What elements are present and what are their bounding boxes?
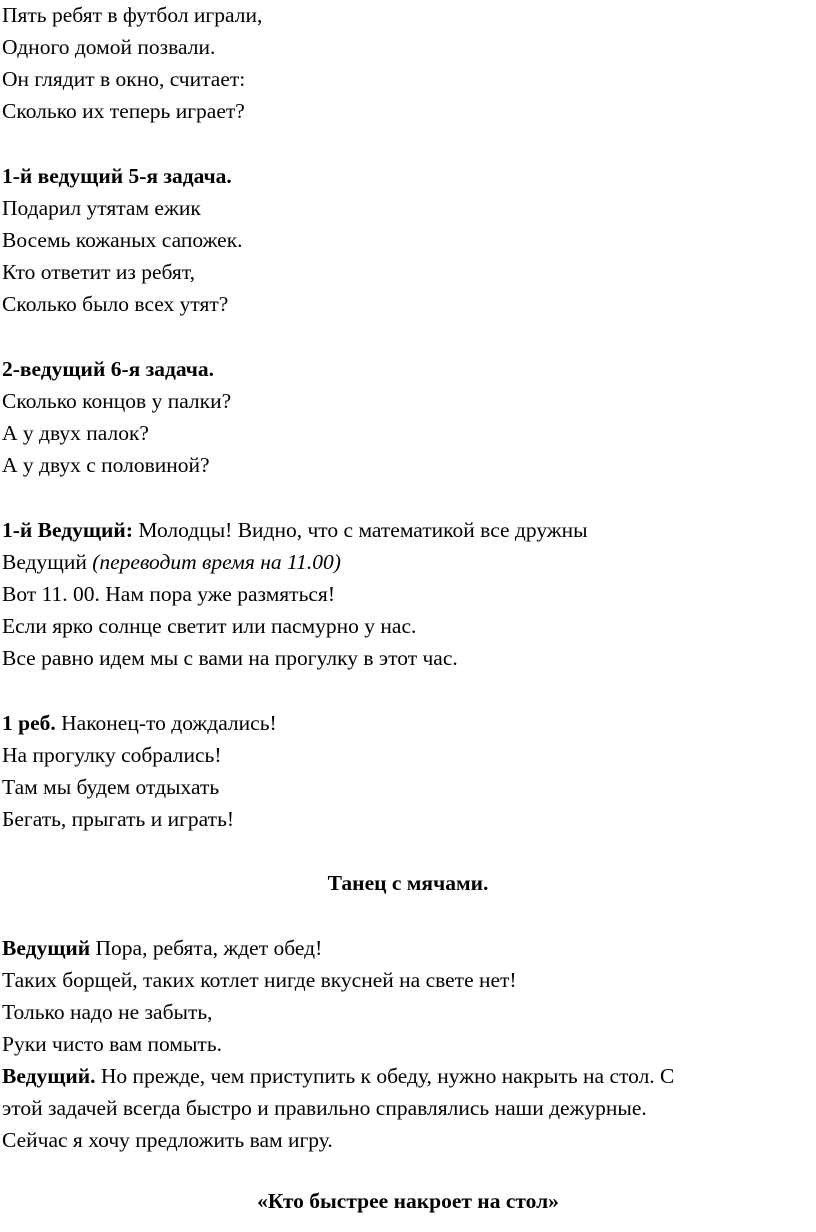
dance-title <box>0 868 816 898</box>
leader2-line-3: Только надо не забыть, <box>2 1000 213 1024</box>
task5-line-2: Восемь кожаных сапожек. <box>2 228 243 252</box>
leader2-line-2: Таких борщей, таких котлет нигде вкусней на свете нет! <box>2 968 517 992</box>
leader3-text: Но прежде, чем приступить к обеду, нужно накрыть на стол. С <box>95 1064 675 1088</box>
leader1-line-3: Вот 11. 00. Нам пора уже размяться! <box>2 582 335 606</box>
poem-line-4: Сколько их теперь играет? <box>2 99 245 123</box>
leader1-line-5: Все равно идем мы с вами на прогулку в этот час. <box>2 646 458 670</box>
leader2-line-1 <box>2 933 322 963</box>
leader2-line-4: Руки чисто вам помыть. <box>2 1032 222 1056</box>
child1-line-2: На прогулку собрались! <box>2 743 222 767</box>
task5-line-4: Сколько было всех утят? <box>2 292 229 316</box>
leader2-text: Пора, ребята, ждет обед! <box>90 936 323 960</box>
child1-line-4: Бегать, прыгать и играть! <box>2 807 235 831</box>
stage-direction: (переводит время на 11.00) <box>92 550 341 574</box>
leader1-line-1 <box>2 515 588 545</box>
task6-line-3: А у двух с половиной? <box>2 453 210 477</box>
leader1-speaker: 1-й Ведущий: <box>2 518 133 542</box>
task6-line-2: А у двух палок? <box>2 421 149 445</box>
poem-line-3: Он глядит в окно, считает: <box>2 67 246 91</box>
leader1-line-4: Если ярко солнце светит или пасмурно у нас. <box>2 614 417 638</box>
leader1-line-2 <box>2 547 341 577</box>
dance-title-text: Танец с мячами. <box>327 871 489 895</box>
child1-speaker: 1 реб. <box>2 711 56 735</box>
leader3-speaker: Ведущий. <box>2 1064 96 1088</box>
poem-line-2: Одного домой позвали. <box>2 35 216 59</box>
task5-heading-text: 1-й ведущий 5-я задача. <box>2 164 232 188</box>
game-title <box>0 1186 816 1216</box>
task5-line-1: Подарил утятам ежик <box>2 196 201 220</box>
child1-text: Наконец-то дождались! <box>55 711 277 735</box>
task6-heading <box>2 354 214 384</box>
game-title-text: «Кто быстрее накроет на стол» <box>257 1189 559 1213</box>
poem-line-1: Пять ребят в футбол играли, <box>2 3 263 27</box>
child1-line-3: Там мы будем отдыхать <box>2 775 220 799</box>
leader3-line-3: Сейчас я хочу предложить вам игру. <box>2 1128 333 1152</box>
task5-line-3: Кто ответит из ребят, <box>2 260 195 284</box>
child1-line-1 <box>2 708 277 738</box>
leader1-line-2-plain: Ведущий <box>2 550 93 574</box>
task6-line-1: Сколько концов у палки? <box>2 389 232 413</box>
leader1-text: Молодцы! Видно, что с математикой все дружны <box>132 518 588 542</box>
leader3-line-1 <box>2 1061 674 1091</box>
leader2-speaker: Ведущий <box>2 936 91 960</box>
leader3-line-2: этой задачей всегда быстро и правильно справлялись наши дежурные. <box>2 1096 647 1120</box>
task6-heading-text: 2-ведущий 6-я задача. <box>2 357 215 381</box>
task5-heading <box>2 161 232 191</box>
